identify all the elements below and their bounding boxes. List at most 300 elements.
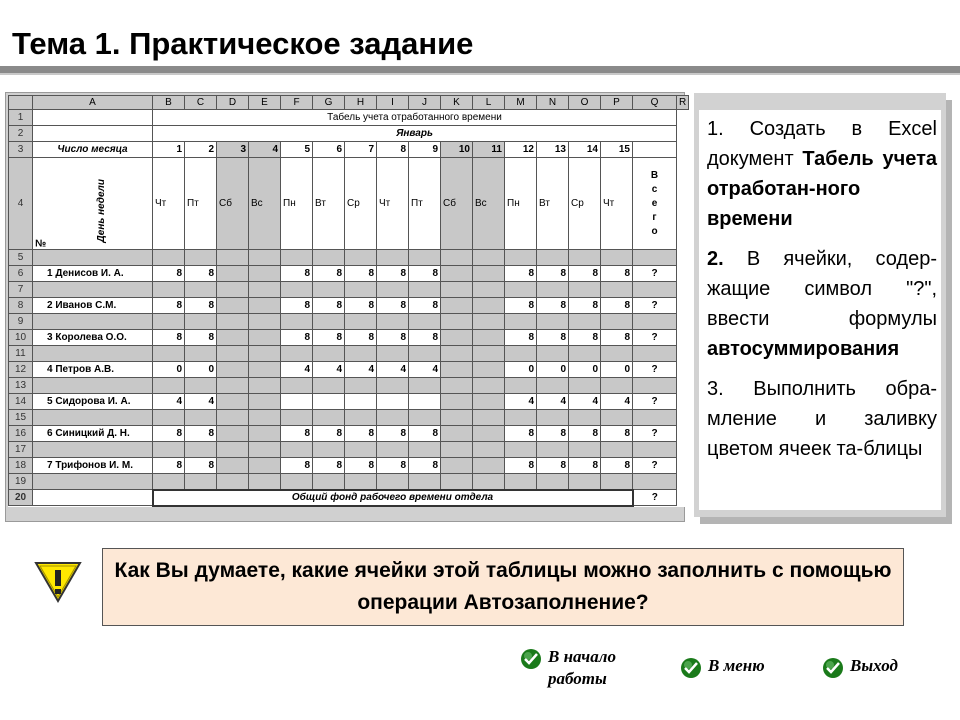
cell[interactable] <box>441 282 473 298</box>
cell[interactable] <box>633 142 677 158</box>
cell[interactable] <box>633 346 677 362</box>
cell[interactable] <box>537 378 569 394</box>
cell[interactable] <box>217 474 249 490</box>
hours-cell[interactable] <box>217 266 249 282</box>
hours-cell[interactable]: 8 <box>601 330 633 346</box>
cell[interactable] <box>409 442 441 458</box>
hours-cell[interactable] <box>441 298 473 314</box>
day-number-cell[interactable]: 3 <box>217 142 249 158</box>
cell[interactable] <box>345 346 377 362</box>
hours-cell[interactable] <box>217 330 249 346</box>
cell[interactable] <box>281 250 313 266</box>
cell[interactable] <box>601 442 633 458</box>
cell[interactable] <box>601 410 633 426</box>
cell[interactable] <box>633 474 677 490</box>
cell[interactable] <box>249 314 281 330</box>
weekday-cell[interactable]: Пн <box>281 158 313 250</box>
cell[interactable] <box>505 410 537 426</box>
cell[interactable] <box>281 378 313 394</box>
weekday-cell[interactable]: Вс <box>249 158 281 250</box>
cell[interactable] <box>505 282 537 298</box>
hours-cell[interactable]: 8 <box>313 330 345 346</box>
day-number-cell[interactable]: 5 <box>281 142 313 158</box>
hours-cell[interactable]: 8 <box>345 458 377 474</box>
hours-cell[interactable]: 4 <box>281 362 313 378</box>
cell[interactable] <box>281 442 313 458</box>
hours-cell[interactable] <box>217 362 249 378</box>
cell[interactable] <box>505 314 537 330</box>
hours-cell[interactable] <box>281 394 313 410</box>
cell[interactable] <box>409 474 441 490</box>
cell[interactable] <box>473 442 505 458</box>
cell[interactable] <box>281 314 313 330</box>
hours-cell[interactable] <box>377 394 409 410</box>
hours-cell[interactable]: 8 <box>345 298 377 314</box>
day-label-cell[interactable]: Число месяца <box>33 142 153 158</box>
total-header-cell[interactable] <box>633 158 677 250</box>
employee-name-cell[interactable]: 7 Трифонов И. М. <box>33 458 153 474</box>
cell[interactable] <box>313 250 345 266</box>
cell[interactable] <box>153 410 185 426</box>
cell[interactable] <box>473 250 505 266</box>
hours-cell[interactable]: 0 <box>185 362 217 378</box>
hours-cell[interactable]: 0 <box>505 362 537 378</box>
hours-cell[interactable]: 8 <box>537 298 569 314</box>
cell[interactable] <box>217 442 249 458</box>
cell[interactable] <box>633 250 677 266</box>
cell[interactable] <box>33 250 153 266</box>
day-number-cell[interactable]: 9 <box>409 142 441 158</box>
cell[interactable] <box>33 490 153 506</box>
hours-cell[interactable]: 8 <box>281 330 313 346</box>
cell[interactable] <box>33 346 153 362</box>
hours-cell[interactable] <box>441 426 473 442</box>
cell[interactable] <box>313 442 345 458</box>
hours-cell[interactable]: 8 <box>313 458 345 474</box>
cell[interactable] <box>409 282 441 298</box>
cell[interactable] <box>409 410 441 426</box>
total-cell[interactable]: ? <box>633 426 677 442</box>
hours-cell[interactable]: 8 <box>281 298 313 314</box>
cell[interactable] <box>377 442 409 458</box>
hours-cell[interactable]: 8 <box>153 266 185 282</box>
cell[interactable] <box>185 378 217 394</box>
hours-cell[interactable]: 8 <box>505 458 537 474</box>
employee-name-cell[interactable]: 5 Сидорова И. А. <box>33 394 153 410</box>
cell[interactable] <box>33 282 153 298</box>
hours-cell[interactable] <box>473 426 505 442</box>
cell[interactable] <box>505 250 537 266</box>
cell[interactable] <box>153 442 185 458</box>
hours-cell[interactable]: 8 <box>185 266 217 282</box>
hours-cell[interactable]: 8 <box>313 426 345 442</box>
hours-cell[interactable] <box>473 394 505 410</box>
cell[interactable] <box>537 250 569 266</box>
day-number-cell[interactable]: 6 <box>313 142 345 158</box>
cell[interactable] <box>569 282 601 298</box>
cell[interactable] <box>33 442 153 458</box>
hours-cell[interactable]: 0 <box>153 362 185 378</box>
weekday-cell[interactable]: Ср <box>345 158 377 250</box>
hours-cell[interactable]: 8 <box>537 426 569 442</box>
day-number-cell[interactable]: 13 <box>537 142 569 158</box>
hours-cell[interactable]: 4 <box>185 394 217 410</box>
hours-cell[interactable]: 0 <box>569 362 601 378</box>
hours-cell[interactable]: 8 <box>505 330 537 346</box>
hours-cell[interactable]: 8 <box>537 458 569 474</box>
cell[interactable] <box>281 282 313 298</box>
cell[interactable] <box>345 250 377 266</box>
hours-cell[interactable]: 4 <box>601 394 633 410</box>
cell[interactable] <box>33 378 153 394</box>
hours-cell[interactable]: 8 <box>569 266 601 282</box>
cell[interactable] <box>441 346 473 362</box>
cell[interactable] <box>473 410 505 426</box>
cell[interactable] <box>473 378 505 394</box>
hours-cell[interactable] <box>249 458 281 474</box>
cell[interactable] <box>249 282 281 298</box>
cell[interactable] <box>569 410 601 426</box>
cell[interactable] <box>633 282 677 298</box>
hours-cell[interactable]: 8 <box>409 426 441 442</box>
cell[interactable] <box>537 410 569 426</box>
cell[interactable] <box>249 346 281 362</box>
cell[interactable] <box>569 378 601 394</box>
hours-cell[interactable] <box>249 330 281 346</box>
cell[interactable] <box>153 314 185 330</box>
day-number-cell[interactable]: 15 <box>601 142 633 158</box>
fund-total-cell[interactable]: ? <box>633 490 677 506</box>
hours-cell[interactable]: 8 <box>409 458 441 474</box>
total-cell[interactable]: ? <box>633 362 677 378</box>
hours-cell[interactable]: 8 <box>153 426 185 442</box>
employee-name-cell[interactable]: 2 Иванов С.М. <box>33 298 153 314</box>
cell[interactable] <box>313 410 345 426</box>
cell[interactable] <box>633 410 677 426</box>
hours-cell[interactable]: 8 <box>569 426 601 442</box>
cell[interactable] <box>377 378 409 394</box>
employee-name-cell[interactable]: 3 Королева О.О. <box>33 330 153 346</box>
hours-cell[interactable]: 8 <box>601 426 633 442</box>
cell[interactable] <box>601 378 633 394</box>
hours-cell[interactable]: 8 <box>153 298 185 314</box>
hours-cell[interactable]: 8 <box>281 266 313 282</box>
cell[interactable] <box>569 250 601 266</box>
hours-cell[interactable]: 8 <box>505 298 537 314</box>
cell[interactable] <box>441 410 473 426</box>
hours-cell[interactable]: 8 <box>281 426 313 442</box>
cell[interactable] <box>505 442 537 458</box>
hours-cell[interactable] <box>473 266 505 282</box>
hours-cell[interactable]: 8 <box>313 298 345 314</box>
cell[interactable] <box>281 410 313 426</box>
cell[interactable] <box>313 346 345 362</box>
hours-cell[interactable] <box>217 426 249 442</box>
cell[interactable] <box>153 282 185 298</box>
hours-cell[interactable] <box>249 362 281 378</box>
hours-cell[interactable] <box>249 394 281 410</box>
hours-cell[interactable]: 8 <box>153 458 185 474</box>
cell[interactable] <box>217 314 249 330</box>
cell[interactable] <box>377 474 409 490</box>
cell[interactable] <box>185 282 217 298</box>
cell[interactable] <box>377 346 409 362</box>
cell[interactable] <box>313 314 345 330</box>
cell[interactable] <box>473 474 505 490</box>
nav-start-button[interactable] <box>520 646 648 690</box>
day-number-cell[interactable]: 1 <box>153 142 185 158</box>
weekday-cell[interactable]: Вс <box>473 158 505 250</box>
cell[interactable] <box>345 378 377 394</box>
cell[interactable] <box>377 314 409 330</box>
hours-cell[interactable]: 8 <box>505 266 537 282</box>
hours-cell[interactable] <box>409 394 441 410</box>
cell[interactable] <box>33 314 153 330</box>
cell[interactable] <box>569 346 601 362</box>
weekday-cell[interactable]: Сб <box>441 158 473 250</box>
hours-cell[interactable]: 0 <box>537 362 569 378</box>
hours-cell[interactable]: 8 <box>185 330 217 346</box>
hours-cell[interactable]: 8 <box>185 298 217 314</box>
hours-cell[interactable]: 8 <box>409 330 441 346</box>
hours-cell[interactable] <box>249 426 281 442</box>
cell[interactable] <box>441 250 473 266</box>
cell[interactable] <box>185 442 217 458</box>
hours-cell[interactable]: 8 <box>601 298 633 314</box>
cell[interactable] <box>537 474 569 490</box>
hours-cell[interactable]: 8 <box>409 266 441 282</box>
total-cell[interactable]: ? <box>633 266 677 282</box>
hours-cell[interactable]: 8 <box>377 458 409 474</box>
table-row <box>9 126 689 142</box>
nav-menu-button[interactable] <box>680 655 765 679</box>
day-number-cell[interactable]: 10 <box>441 142 473 158</box>
cell[interactable] <box>217 250 249 266</box>
day-number-cell[interactable]: 14 <box>569 142 601 158</box>
cell[interactable] <box>313 282 345 298</box>
cell[interactable] <box>601 474 633 490</box>
hours-cell[interactable]: 4 <box>569 394 601 410</box>
hours-cell[interactable]: 0 <box>601 362 633 378</box>
hours-cell[interactable]: 8 <box>505 426 537 442</box>
cell[interactable] <box>185 314 217 330</box>
cell[interactable] <box>441 314 473 330</box>
employee-name-cell[interactable]: 1 Денисов И. А. <box>33 266 153 282</box>
cell[interactable] <box>537 346 569 362</box>
cell[interactable] <box>153 346 185 362</box>
cell[interactable] <box>569 314 601 330</box>
cell[interactable] <box>633 378 677 394</box>
cell[interactable] <box>249 410 281 426</box>
cell[interactable] <box>153 474 185 490</box>
hours-cell[interactable] <box>313 394 345 410</box>
weekday-cell[interactable]: Чт <box>601 158 633 250</box>
hours-cell[interactable] <box>217 394 249 410</box>
cell[interactable] <box>601 282 633 298</box>
cell[interactable] <box>633 442 677 458</box>
cell[interactable] <box>217 282 249 298</box>
cell[interactable] <box>569 442 601 458</box>
cell[interactable] <box>217 378 249 394</box>
cell[interactable] <box>537 442 569 458</box>
cell[interactable] <box>345 282 377 298</box>
cell[interactable] <box>33 474 153 490</box>
day-number-cell[interactable]: 2 <box>185 142 217 158</box>
hours-cell[interactable]: 8 <box>377 298 409 314</box>
hours-cell[interactable]: 4 <box>537 394 569 410</box>
cell[interactable] <box>633 314 677 330</box>
cell[interactable] <box>537 282 569 298</box>
day-number-cell[interactable]: 4 <box>249 142 281 158</box>
hours-cell[interactable] <box>441 266 473 282</box>
cell[interactable] <box>473 346 505 362</box>
cell[interactable] <box>313 378 345 394</box>
cell[interactable] <box>345 410 377 426</box>
day-number-cell[interactable]: 8 <box>377 142 409 158</box>
hours-cell[interactable]: 8 <box>345 426 377 442</box>
weekday-cell[interactable]: Сб <box>217 158 249 250</box>
hours-cell[interactable]: 4 <box>313 362 345 378</box>
hours-cell[interactable] <box>249 266 281 282</box>
hours-cell[interactable]: 8 <box>569 330 601 346</box>
total-cell[interactable]: ? <box>633 298 677 314</box>
weekday-cell[interactable]: Вт <box>537 158 569 250</box>
hours-cell[interactable]: 4 <box>153 394 185 410</box>
hours-cell[interactable]: 4 <box>505 394 537 410</box>
hours-cell[interactable]: 8 <box>601 458 633 474</box>
weekday-header-cell[interactable] <box>33 158 153 250</box>
hours-cell[interactable]: 4 <box>409 362 441 378</box>
hours-cell[interactable] <box>441 330 473 346</box>
weekday-cell[interactable]: Пт <box>409 158 441 250</box>
cell[interactable] <box>377 410 409 426</box>
cell[interactable] <box>441 442 473 458</box>
hours-cell[interactable] <box>473 458 505 474</box>
nav-exit-button[interactable] <box>822 655 898 679</box>
sheet-title-cell[interactable]: Табель учета отработанного времени <box>153 110 677 126</box>
hours-cell[interactable] <box>217 458 249 474</box>
cell[interactable] <box>185 250 217 266</box>
cell[interactable] <box>601 250 633 266</box>
month-cell[interactable]: Январь <box>153 126 677 142</box>
hours-cell[interactable]: 8 <box>345 330 377 346</box>
total-cell[interactable]: ? <box>633 394 677 410</box>
cell[interactable] <box>473 282 505 298</box>
cell[interactable] <box>217 410 249 426</box>
hours-cell[interactable]: 8 <box>377 426 409 442</box>
weekday-cell[interactable]: Пн <box>505 158 537 250</box>
hours-cell[interactable]: 8 <box>537 330 569 346</box>
hours-cell[interactable]: 8 <box>601 266 633 282</box>
cell[interactable] <box>537 314 569 330</box>
cell[interactable] <box>281 474 313 490</box>
cell[interactable] <box>569 474 601 490</box>
cell[interactable] <box>185 410 217 426</box>
cell[interactable] <box>409 250 441 266</box>
cell[interactable] <box>505 474 537 490</box>
weekday-cell[interactable]: Чт <box>377 158 409 250</box>
hours-cell[interactable] <box>345 394 377 410</box>
hours-cell[interactable] <box>441 362 473 378</box>
hours-cell[interactable]: 8 <box>569 298 601 314</box>
hours-cell[interactable]: 8 <box>153 330 185 346</box>
hours-cell[interactable] <box>473 330 505 346</box>
hours-cell[interactable]: 8 <box>185 458 217 474</box>
cell[interactable] <box>345 314 377 330</box>
cell[interactable] <box>377 282 409 298</box>
hours-cell[interactable]: 4 <box>377 362 409 378</box>
employee-name-cell[interactable]: 6 Синицкий Д. Н. <box>33 426 153 442</box>
hours-cell[interactable] <box>473 362 505 378</box>
hours-cell[interactable]: 8 <box>377 330 409 346</box>
cell[interactable] <box>601 314 633 330</box>
weekday-cell[interactable]: Ср <box>569 158 601 250</box>
weekday-cell[interactable]: Вт <box>313 158 345 250</box>
cell[interactable] <box>217 346 249 362</box>
hours-cell[interactable] <box>249 298 281 314</box>
cell[interactable] <box>345 442 377 458</box>
hours-cell[interactable]: 8 <box>377 266 409 282</box>
hours-cell[interactable]: 8 <box>569 458 601 474</box>
cell[interactable] <box>505 346 537 362</box>
fund-label-cell[interactable]: Общий фонд рабочего времени отдела <box>153 490 633 506</box>
hours-cell[interactable]: 8 <box>345 266 377 282</box>
hours-cell[interactable] <box>441 394 473 410</box>
cell[interactable] <box>345 474 377 490</box>
hours-cell[interactable]: 8 <box>409 298 441 314</box>
cell[interactable] <box>249 442 281 458</box>
cell[interactable] <box>185 474 217 490</box>
cell[interactable] <box>33 110 153 126</box>
hours-cell[interactable]: 8 <box>281 458 313 474</box>
employee-name-cell[interactable]: 4 Петров А.В. <box>33 362 153 378</box>
day-number-cell[interactable]: 7 <box>345 142 377 158</box>
cell[interactable] <box>33 126 153 142</box>
day-number-cell[interactable]: 12 <box>505 142 537 158</box>
cell[interactable] <box>249 474 281 490</box>
cell[interactable] <box>153 378 185 394</box>
weekday-cell[interactable]: Чт <box>153 158 185 250</box>
hours-cell[interactable]: 8 <box>313 266 345 282</box>
cell[interactable] <box>377 250 409 266</box>
weekday-cell[interactable]: Пт <box>185 158 217 250</box>
cell[interactable] <box>153 250 185 266</box>
cell[interactable] <box>249 250 281 266</box>
cell[interactable] <box>473 314 505 330</box>
cell[interactable] <box>441 474 473 490</box>
hours-cell[interactable] <box>441 458 473 474</box>
cell[interactable] <box>249 378 281 394</box>
hours-cell[interactable]: 8 <box>185 426 217 442</box>
cell[interactable] <box>441 378 473 394</box>
cell[interactable] <box>409 314 441 330</box>
cell[interactable] <box>185 346 217 362</box>
total-cell[interactable]: ? <box>633 458 677 474</box>
cell[interactable] <box>409 378 441 394</box>
cell[interactable] <box>601 346 633 362</box>
hours-cell[interactable]: 4 <box>345 362 377 378</box>
cell[interactable] <box>281 346 313 362</box>
day-number-cell[interactable]: 11 <box>473 142 505 158</box>
cell[interactable] <box>313 474 345 490</box>
cell[interactable] <box>409 346 441 362</box>
total-cell[interactable]: ? <box>633 330 677 346</box>
cell[interactable] <box>505 378 537 394</box>
hours-cell[interactable] <box>473 298 505 314</box>
hours-cell[interactable] <box>217 298 249 314</box>
cell[interactable] <box>33 410 153 426</box>
hours-cell[interactable]: 8 <box>537 266 569 282</box>
